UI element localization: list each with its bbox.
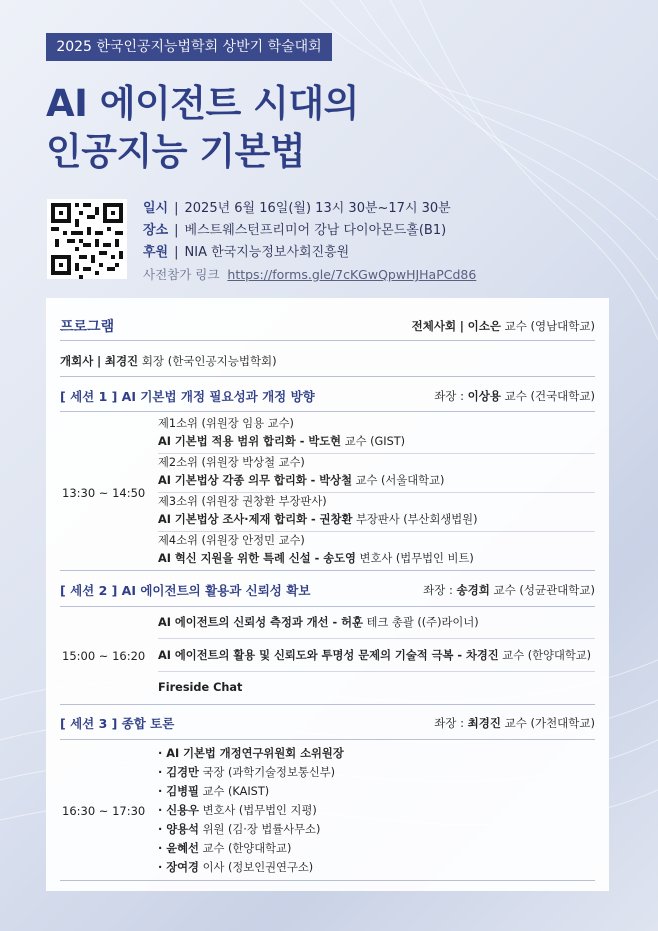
- panel-item: · 윤혜선 교수 (한양대학교): [158, 842, 292, 855]
- session-2-header: [60, 581, 595, 599]
- opening-row: 개회사 | 최경진 회장 (한국인공지능법학회): [60, 354, 277, 368]
- register-label: 사전참가 링크: [143, 267, 220, 282]
- panel-item: · 김병필 교수 (KAIST): [158, 785, 270, 798]
- date-row: 일시 | 2025년 6월 16일(월) 13시 30분~17시 30분: [143, 201, 451, 216]
- sub-divider: [158, 671, 595, 672]
- panel-item: · 양용석 위원 (김·장 법률사무소): [158, 823, 321, 836]
- session-2-item-1: AI 에이전트의 신뢰성 측정과 개선 - 허훈 테크 총괄 ((주)라이너): [158, 616, 479, 629]
- mc-detail: 교수 (영남대학교): [504, 319, 595, 333]
- place-row: 장소 | 베스트웨스턴프리미어 강남 다이아몬드홀(B1): [143, 223, 447, 238]
- sponsor-label: 후원: [143, 245, 169, 260]
- title-line-2: 인공지능 기본법: [46, 130, 306, 173]
- date-value: 2025년 6월 16일(월) 13시 30분~17시 30분: [184, 201, 451, 216]
- opening-detail: 회장 (한국인공지능법학회): [141, 354, 277, 368]
- session-1-header: [60, 387, 595, 405]
- mc-name: 이소은: [467, 319, 501, 333]
- program-title: 프로그램: [60, 319, 115, 335]
- session-2-item-3: Fireside Chat: [158, 681, 243, 694]
- event-info: [143, 198, 476, 286]
- panel-item: · 신용우 변호사 (법무법인 지평): [158, 804, 317, 817]
- session-2-title: [ 세션 2 ] AI 에이전트의 활용과 신뢰성 확보: [60, 583, 311, 598]
- place-value: 베스트웨스턴프리미어 강남 다이아몬드홀(B1): [184, 223, 447, 238]
- session-3-header: [60, 714, 595, 732]
- page-title: [46, 80, 359, 176]
- session-1-item-3: 제3소위 (위원장 권창환 부장판사) AI 기본법상 조사·제재 합리화 - 권창환 부장판사 (부산회생법원): [158, 495, 478, 526]
- divider: [60, 376, 595, 377]
- divider: [60, 704, 595, 705]
- place-label: 장소: [143, 223, 169, 238]
- session-1-time: 13:30 ~ 14:50: [62, 486, 146, 500]
- qr-code-icon[interactable]: [47, 199, 127, 279]
- panel-item: · 김경만 국장 (과학기술정보통신부): [158, 766, 336, 779]
- opening-name: 최경진: [104, 354, 139, 368]
- divider: [60, 411, 595, 412]
- register-row: [143, 264, 476, 286]
- sponsor-value: NIA 한국지능정보사회진흥원: [184, 245, 350, 260]
- divider: [60, 880, 595, 881]
- panel-item: · 장여경 이사 (정보인권연구소): [158, 861, 314, 874]
- panel-item: · AI 기본법 개정연구위원회 소위원장: [158, 747, 344, 760]
- divider: [60, 570, 595, 571]
- session-1-item-2: 제2소위 (위원장 박상철 교수) AI 기본법상 각종 의무 합리화 - 박상철 교수 (서울대학교): [158, 456, 445, 487]
- sub-divider: [158, 638, 595, 639]
- session-3-time: 16:30 ~ 17:30: [62, 804, 146, 818]
- session-2-time: 15:00 ~ 16:20: [62, 649, 146, 663]
- register-link[interactable]: https://forms.gle/7cKGwQpwHJHaPCd86: [227, 267, 477, 282]
- session-3-panel-list: [158, 744, 344, 877]
- session-2-chair: 좌장 : 송경희 교수 (성균관대학교): [423, 583, 595, 597]
- session-1-title: [ 세션 1 ] AI 기본법 개정 필요성과 개정 방향: [60, 389, 315, 404]
- session-3-chair: 좌장 : 최경진 교수 (가천대학교): [434, 716, 595, 730]
- date-label: 일시: [143, 201, 169, 216]
- session-3-title: [ 세션 3 ] 종합 토론: [60, 716, 175, 731]
- session-1-item-4: 제4소위 (위원장 안정민 교수) AI 혁신 지원을 위한 특례 신설 - 송도영 변호사 (법무법인 비트): [158, 534, 474, 565]
- title-line-1: AI 에이전트 시대의: [46, 82, 359, 125]
- divider: [60, 739, 595, 740]
- divider: [60, 606, 595, 607]
- session-1-chair: 좌장 : 이상용 교수 (건국대학교): [434, 389, 595, 403]
- mc-label: 전체사회: [411, 319, 457, 333]
- opening-label: 개회사: [60, 354, 94, 368]
- program-header: [60, 316, 595, 336]
- program-card: [46, 298, 609, 891]
- sponsor-row: 후원 | NIA 한국지능정보사회진흥원: [143, 245, 350, 260]
- divider: [60, 340, 595, 341]
- session-2-item-2: AI 에이전트의 활용 및 신뢰도와 투명성 문제의 기술적 극복 - 차경진 교수 (한양대학교): [158, 649, 592, 662]
- mc-info: 전체사회 | 이소은 교수 (영남대학교): [411, 319, 595, 333]
- conference-banner: 2025 한국인공지능법학회 상반기 학술대회: [46, 33, 332, 61]
- session-1-item-1: 제1소위 (위원장 임용 교수) AI 기본법 적용 범위 합리화 - 박도현 교수 (GIST): [158, 417, 406, 448]
